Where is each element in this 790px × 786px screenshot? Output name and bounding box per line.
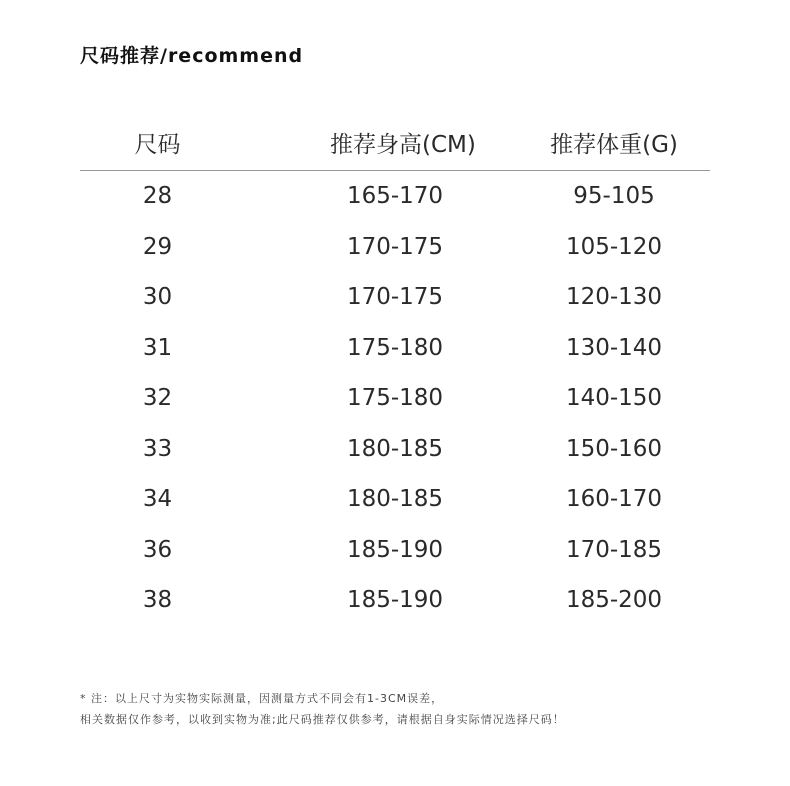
table-row: [80, 373, 710, 424]
height-cell: 185-190: [346, 587, 444, 613]
disclaimer-note: [80, 688, 565, 730]
weight-cell: 105-120: [565, 233, 663, 260]
disclaimer-line: * 注：以上尺寸为实物实际测量，因测量方式不同会有1-3CM误差，: [80, 692, 444, 705]
size-recommendation-table: [80, 120, 710, 626]
page-title: 尺码推荐/recommend: [80, 45, 304, 67]
weight-cell: 170-185: [565, 536, 663, 563]
height-cell: 170-175: [346, 284, 444, 310]
weight-cell: 185-200: [565, 587, 663, 613]
table-row: [80, 525, 710, 576]
size-cell: 34: [142, 486, 173, 512]
size-cell: 33: [142, 435, 173, 462]
table-row: [80, 474, 710, 525]
table-row: [80, 575, 710, 626]
height-cell: 175-180: [346, 334, 444, 361]
weight-cell: 140-150: [565, 385, 663, 411]
size-cell: 38: [142, 587, 173, 613]
header-height: 推荐身高(CM): [330, 132, 476, 158]
size-cell: 32: [142, 385, 173, 411]
size-cell: 28: [142, 183, 173, 209]
size-cell: 30: [142, 284, 173, 310]
size-cell: 36: [142, 536, 173, 563]
weight-cell: 95-105: [573, 183, 655, 209]
size-cell: 29: [142, 233, 173, 260]
height-cell: 165-170: [346, 183, 444, 209]
height-cell: 170-175: [346, 233, 444, 260]
disclaimer-line: 相关数据仅作参考，以收到实物为准;此尺码推荐仅供参考，请根据自身实际情况选择尺码！: [80, 713, 565, 726]
weight-cell: 150-160: [565, 435, 663, 462]
size-cell: 31: [142, 334, 173, 361]
header-weight: 推荐体重(G): [550, 132, 678, 158]
table-row: [80, 424, 710, 475]
table-row: [80, 272, 710, 323]
height-cell: 175-180: [346, 385, 444, 411]
header-size: 尺码: [134, 132, 181, 158]
weight-cell: 120-130: [565, 284, 663, 310]
weight-cell: 160-170: [565, 486, 663, 512]
table-row: [80, 323, 710, 374]
height-cell: 185-190: [346, 536, 444, 563]
table-row: [80, 171, 710, 222]
table-row: [80, 222, 710, 273]
weight-cell: 130-140: [565, 334, 663, 361]
height-cell: 180-185: [346, 435, 444, 462]
table-header-row: [80, 120, 710, 171]
table-body: [80, 171, 710, 626]
height-cell: 180-185: [346, 486, 444, 512]
